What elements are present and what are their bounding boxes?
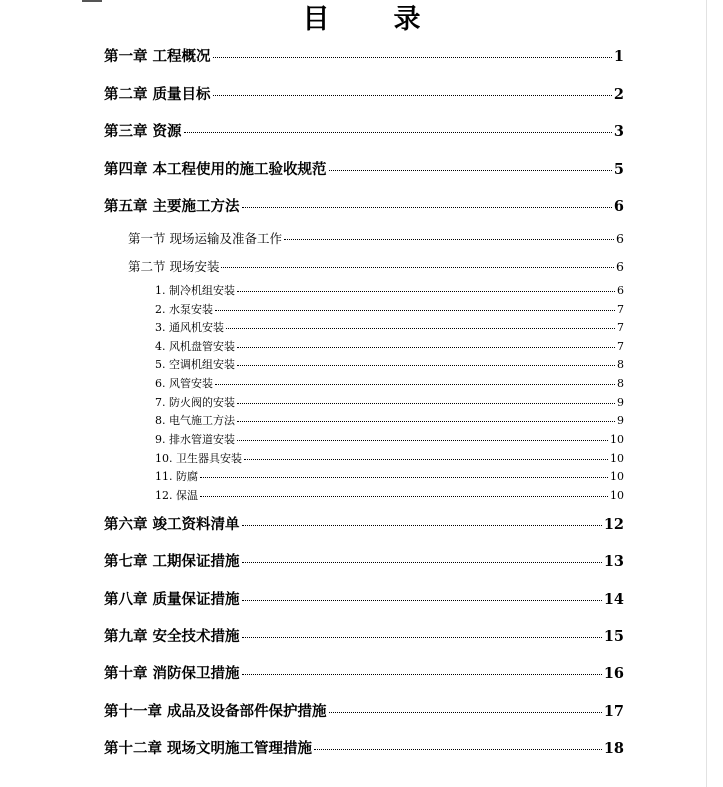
toc-page-number: 12	[603, 516, 624, 533]
toc-label: 第一节 现场运输及准备工作	[128, 231, 282, 246]
toc-leader-dots	[215, 310, 615, 311]
toc-label: 第五章 主要施工方法	[104, 198, 240, 215]
toc-leader-dots	[237, 347, 615, 348]
toc-leader-dots	[242, 600, 602, 601]
toc-item-11[interactable]	[155, 469, 624, 484]
toc-page-number: 5	[613, 161, 624, 178]
toc-label: 第七章 工期保证措施	[104, 553, 240, 570]
toc-label: 第十二章 现场文明施工管理措施	[104, 740, 313, 757]
toc-section-1[interactable]	[128, 230, 624, 248]
toc-label: 12. 保温	[155, 489, 198, 502]
toc-label: 第八章 质量保证措施	[104, 591, 240, 608]
toc-label: 4. 风机盘管安装	[155, 340, 235, 353]
toc-page-number: 17	[603, 703, 624, 720]
toc-item-9[interactable]	[155, 432, 624, 447]
toc-leader-dots	[237, 440, 608, 441]
toc-page-number: 13	[603, 553, 624, 570]
toc-chapter-7[interactable]	[104, 552, 624, 572]
toc-page-number: 3	[613, 123, 624, 140]
toc-page-number: 16	[603, 665, 624, 682]
toc-chapter-8[interactable]	[104, 590, 624, 610]
toc-leader-dots	[226, 328, 615, 329]
page-edge-line	[706, 0, 707, 787]
page-title	[0, 2, 723, 38]
toc-page-number: 6	[616, 231, 624, 246]
toc-leader-dots	[237, 291, 615, 292]
toc-item-8[interactable]	[155, 413, 624, 428]
toc-section-2[interactable]	[128, 258, 624, 276]
toc-chapter-2[interactable]	[104, 85, 624, 105]
toc-item-3[interactable]	[155, 320, 624, 335]
title-char-2: 录	[393, 4, 421, 35]
toc-leader-dots	[242, 637, 602, 638]
toc-label: 第三章 资源	[104, 123, 182, 140]
toc-page-number: 9	[617, 396, 624, 409]
toc-chapter-12[interactable]	[104, 739, 624, 759]
toc-page-number: 10	[610, 452, 624, 465]
toc-page-number: 8	[617, 377, 624, 390]
toc-label: 5. 空调机组安装	[155, 358, 235, 371]
toc-label: 11. 防腐	[155, 470, 198, 483]
toc-leader-dots	[200, 496, 608, 497]
toc-page-number: 7	[617, 303, 624, 316]
toc-leader-dots	[244, 459, 608, 460]
toc-chapter-10[interactable]	[104, 664, 624, 684]
toc-page-number: 6	[616, 259, 624, 274]
toc-page-number: 1	[613, 48, 624, 65]
toc-chapter-1[interactable]	[104, 47, 624, 67]
toc-page-number: 7	[617, 321, 624, 334]
toc-page-number: 8	[617, 358, 624, 371]
toc-page-number: 7	[617, 340, 624, 353]
toc-leader-dots	[213, 57, 612, 58]
toc-item-12[interactable]	[155, 488, 624, 503]
toc-leader-dots	[242, 525, 602, 526]
toc-leader-dots	[200, 477, 608, 478]
toc-leader-dots	[237, 421, 615, 422]
toc-leader-dots	[237, 365, 615, 366]
toc-leader-dots	[242, 207, 612, 208]
toc-leader-dots	[213, 95, 612, 96]
toc-page-number: 18	[603, 740, 624, 757]
toc-page-number: 6	[617, 284, 624, 297]
toc-label: 第九章 安全技术措施	[104, 628, 240, 645]
toc-item-6[interactable]	[155, 376, 624, 391]
toc-leader-dots	[215, 384, 615, 385]
toc-label: 第十章 消防保卫措施	[104, 665, 240, 682]
toc-page-number: 10	[610, 470, 624, 483]
toc-chapter-5[interactable]	[104, 197, 624, 217]
toc-leader-dots	[242, 674, 602, 675]
toc-chapter-4[interactable]	[104, 160, 624, 180]
toc-leader-dots	[329, 712, 602, 713]
toc-label: 7. 防火阀的安装	[155, 396, 235, 409]
toc-item-10[interactable]	[155, 451, 624, 466]
toc-label: 第六章 竣工资料清单	[104, 516, 240, 533]
toc-label: 第四章 本工程使用的施工验收规范	[104, 161, 327, 178]
toc-label: 2. 水泵安装	[155, 303, 213, 316]
toc-item-7[interactable]	[155, 395, 624, 410]
toc-leader-dots	[284, 239, 614, 240]
toc-label: 8. 电气施工方法	[155, 414, 235, 427]
toc-label: 第一章 工程概况	[104, 48, 211, 65]
toc-leader-dots	[184, 132, 612, 133]
toc-page-number: 15	[603, 628, 624, 645]
toc-label: 第十一章 成品及设备部件保护措施	[104, 703, 327, 720]
toc-label: 10. 卫生器具安装	[155, 452, 242, 465]
toc-leader-dots	[221, 267, 614, 268]
toc-label: 1. 制冷机组安装	[155, 284, 235, 297]
toc-chapter-6[interactable]	[104, 515, 624, 535]
toc-page-number: 9	[617, 414, 624, 427]
toc-chapter-9[interactable]	[104, 627, 624, 647]
toc-label: 9. 排水管道安装	[155, 433, 235, 446]
toc-leader-dots	[242, 562, 602, 563]
title-char-1: 目	[302, 4, 330, 35]
toc-leader-dots	[314, 749, 602, 750]
toc-item-4[interactable]	[155, 339, 624, 354]
toc-chapter-11[interactable]	[104, 702, 624, 722]
toc-page-number: 6	[613, 198, 624, 215]
toc-chapter-3[interactable]	[104, 122, 624, 142]
toc-page-number: 10	[610, 489, 624, 502]
toc-item-1[interactable]	[155, 283, 624, 298]
toc-item-2[interactable]	[155, 302, 624, 317]
toc-label: 6. 风管安装	[155, 377, 213, 390]
toc-page-number: 2	[613, 86, 624, 103]
toc-page-number: 10	[610, 433, 624, 446]
toc-label: 3. 通风机安装	[155, 321, 224, 334]
toc-leader-dots	[329, 170, 612, 171]
toc-page-number: 14	[603, 591, 624, 608]
toc-label: 第二章 质量目标	[104, 86, 211, 103]
toc-leader-dots	[237, 403, 615, 404]
toc-label: 第二节 现场安装	[128, 259, 220, 274]
toc-item-5[interactable]	[155, 357, 624, 372]
